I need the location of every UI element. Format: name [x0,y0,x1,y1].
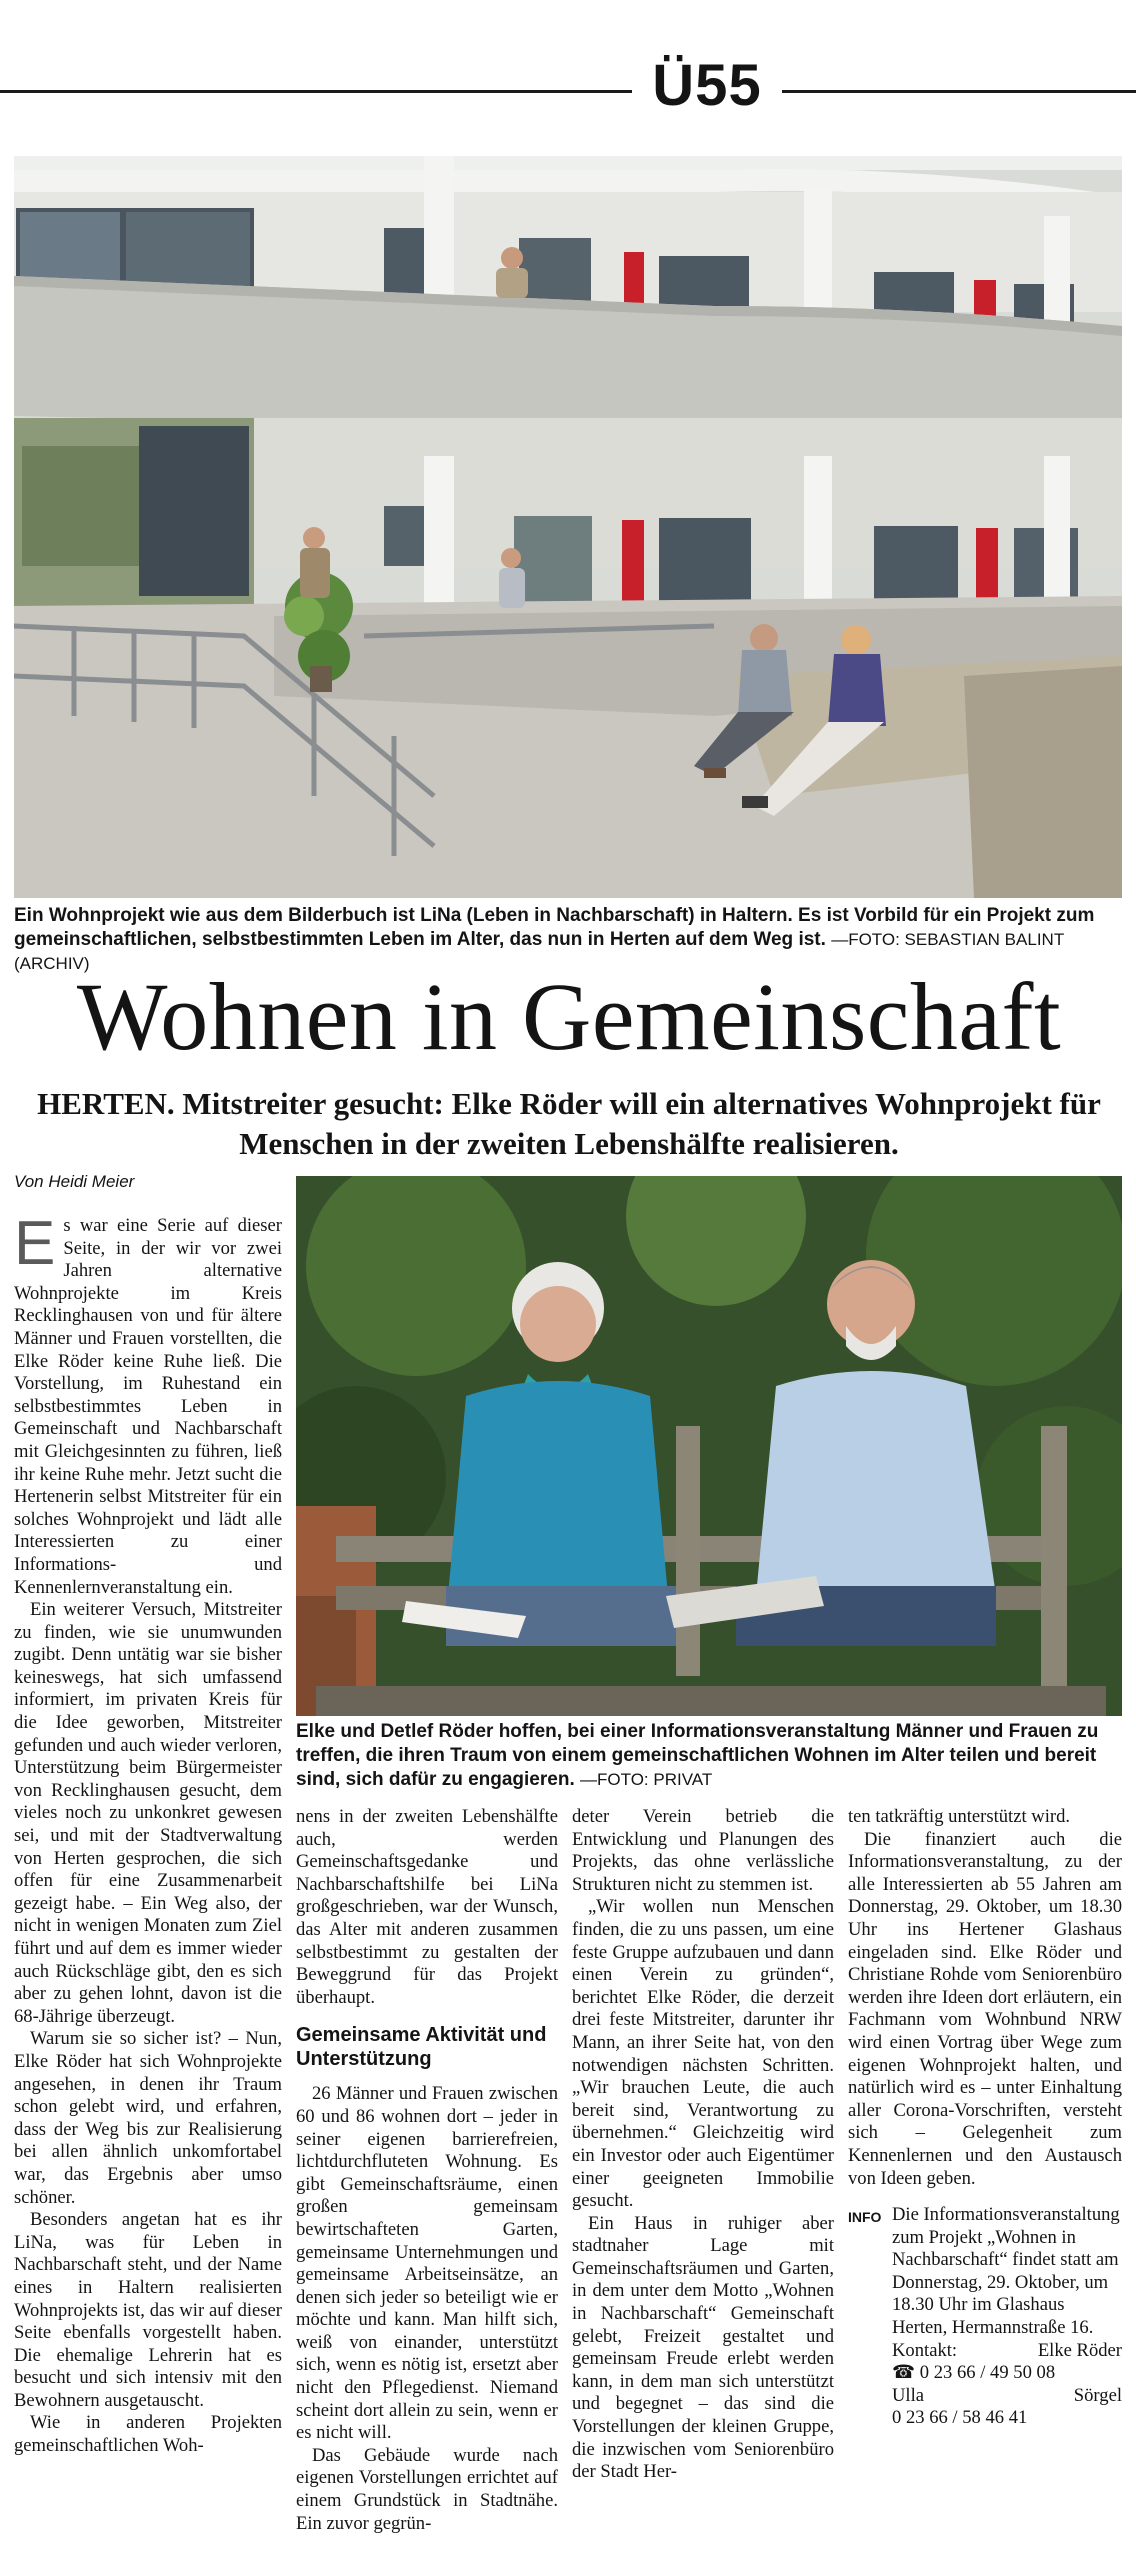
article-paragraph: Ein Haus in ruhiger aber stadtnaher Lage mit Gemeinschaftsräumen und Garten, in dem unter dem Motto „Wohnen in Nachbarschaft“ Gemeinschaft gelebt, Freizeit gestaltet und gemeinsam Freude erlebt werden kann, in dem man sich unterstützt und begegnet – das sind die Vorstellungen der kleinen Gruppe, die inzwischen vom Seniorenbüro der Stadt Her- [572,2212,834,2483]
photo-couple-on-bench [296,1176,1122,1716]
paragraph-text: s war eine Serie auf dieser Seite, in der wir vor zwei Jahren alternative Wohnprojekte im Kreis Recklinghausen von und für ältere Männer und Frauen vorstellten, die Elke Röder keine Ruhe ließ. Die Vorstellung, im Ruhestand ein selbstbestimmtes Leben in Gemeinschaft und Nachbarschaft mit Gleichgesinnten zu führen, ließ ihr keine Ruhe mehr. Jetzt sucht die Hertenerin selbst Mitstreiter für ein solches Wohnprojekt und lädt alle Interessierten zu einer Informations- und Kennenlernveranstaltung ein. [14,1215,282,1598]
photo-top-credit: —FOTO: SEBASTIAN BALINT (ARCHIV) [14,930,1064,973]
article-paragraph: Ein weiterer Versuch, Mitstreiter zu finden, wie sie unumwunden zugibt. Denn untätig war sie bisher keineswegs, hat sich umfassend informiert, im privaten Kreis für die Idee geworben, Mitstreiter gefunden und auch wieder verloren, Unterstützung beim Bürgermeister von Recklinghausen gesucht, dem vieles noch zu unkonkret gewesen sei, und mit der Stadtverwaltung von Herten gesprochen, die sich offen für eine Zusammenarbeit gezeigt habe. – Ein Weg also, der nicht in wenigen Monaten zum Ziel führt und auf dem es immer wieder auch Rückschläge gibt, den es sich aber zu gehen lohnt, davon ist die 68-Jährige überzeugt. [14,1599,282,2027]
article-paragraph: ten tatkräftig unterstützt wird. [848,1806,1071,1827]
contact-2-phone: 0 23 66 / 58 46 41 [892,2407,1028,2429]
article-paragraph: deter Verein betrieb die Entwicklung und Planungen des Projekts, das ohne verlässliche Strukturen nicht zu stemmen ist. [572,1806,834,1895]
article-headline: Wohnen in Gemeinschaft [76,963,1062,1070]
article-paragraph: Das Gebäude wurde nach eigenen Vorstellungen errichtet auf einem Grundstück in Stadtnähe. Ein zuvor gegrün- [296,2444,558,2534]
photo-mid-caption [296,1720,1122,1792]
article-subhead: HERTEN. Mitstreiter gesucht: Elke Röder will ein alternatives Wohnprojekt für Menschen in der zweiten Lebenshälfte realisieren. [37,1086,1101,1161]
couple-on-bench-illustration [296,1176,1122,1716]
article-column-1 [14,1209,282,2458]
contact-line-1 [892,2340,1122,2363]
article-paragraph [14,1209,282,1599]
article-paragraph: „Wir wollen nun Menschen finden, die zu uns passen, um eine feste Gruppe aufzubauen und dann einen Verein zu gründen“, berichtet Elke Röder, die derzeit drei feste Mitstreiter, darunter ihr Mann, an ihrer Seite hat, von den notwendigen nächsten Schritten. „Wir brauchen Leute, die auch bereit sind, Verantwortung zu übernehmen.“ Gleichzeitig wird ein Investor oder auch Eigentümer einer geeigneten Immobilie gesucht. [572,1896,834,2212]
contact-label: Kontakt: [892,2339,958,2361]
section-rule-left [0,90,632,93]
article-column-2 [296,1806,558,2535]
contact-1-name: Elke Röder [1037,2339,1122,2361]
article-column-3 [572,1806,834,2484]
housing-project-illustration [14,156,1122,898]
article-paragraph: Besonders angetan hat es ihr LiNa, was für Leben in Nachbarschaft steht, und der Name eines in Haltern realisierten Wohnprojekts ist, das wir auf dieser Seite ebenfalls vorgestellt haben. Die ehemalige Lehrerin hat es besucht und sich intensiv mit den Bewohnern ausgetauscht. [14,2209,282,2411]
article-column-4 [848,1806,1122,2430]
article-paragraph: Die finanziert auch die Informationsveranstaltung, zu der alle Interessierten ab 55 Jahren am Donnerstag, 29. Oktober, um 18.30 Uhr ins Hertener Glashaus eingeladen sind. Elke Röder und Christiane Rohde vom Seniorenbüro werden ihre Ideen dort erläutern, ein Fachmann vom Wohnbund NRW wird einen Vortrag über Wege zum eigenen Wohnprojekt halten, und natürlich wird es – unter Einhaltung aller Corona-Vorschriften, versteht sich – Gelegenheit zum Kennenlernen und den Austausch von Ideen geben. [848,1828,1122,2189]
article-paragraph: Wie in anderen Projekten gemeinschaftlichen Woh- [14,2412,282,2457]
photo-mid-caption-text: Elke und Detlef Röder hoffen, bei einer Informationsveranstaltung Männer und Frauen zu treffen, die ihren Traum von einem gemeinschaftlichen Wohnen im Alter teilen und bereit sind, sich dafür zu engagieren. [296,1721,1099,1790]
contact-1-phone: ☎ 0 23 66 / 49 50 08 [892,2362,1056,2384]
photo-top-caption-text: Ein Wohnprojekt wie aus dem Bilderbuch ist LiNa (Leben in Nachbarschaft) in Haltern. Es ist Vorbild für ein Projekt zum gemeinschaftlichen, selbstbestimmten Leben im Alter, das nun in Herten auf dem Weg ist. [14,905,1095,950]
info-box [848,2204,1122,2430]
section-title: Ü55 [652,53,762,118]
photo-mid-credit: —FOTO: PRIVAT [580,1770,713,1789]
article-author: Von Heidi Meier [14,1172,135,1191]
dropcap: E [14,1209,56,1278]
info-text: Die Informationsveranstaltung zum Projekt „Wohnen in Nachbarschaft“ findet statt am Donnerstag, 29. Oktober, um 18.30 Uhr im Glashaus Herten, Hermannstraße 16. [892,2204,1120,2339]
article-subheading: Gemeinsame Aktivität und Unterstützung [296,2024,547,2071]
contact-line-2 [892,2385,1122,2408]
section-rule-right [782,90,1136,93]
article-paragraph: Warum sie so sicher ist? – Nun, Elke Röder hat sich Wohnprojekte angesehen, in denen ihr Traum schon gelebt wird, und erfahren, dass der Weg bis zur Realisierung bei allen ähnlich unkomfortabel war, das Ergebnis aber umso schöner. [14,2028,282,2208]
article-paragraph: 26 Männer und Frauen zwischen 60 und 86 wohnen dort – jeder in seiner eigenen barrierefreien, lichtdurchfluteten Wohnung. Es gibt Gemeinschaftsräume, einen großen gemeinsam bewirtschafteten Garten, gemeinsame Unternehmungen und gemeinsame Arbeitseinsätze, an denen sich jeder so beteiligt wie er möchte und kann. Man hilft sich, weiß von einander, unterstützt sich, wenn es nötig ist, ersetzt aber nicht den Pflegedienst. Niemand scheint dort allein zu sein, wenn er es nicht will. [296,2083,558,2444]
photo-housing-project [14,156,1122,898]
contact-2-first-name: Ulla [892,2384,925,2406]
info-tag: INFO [848,2209,882,2226]
contact-2-last-name: Sörgel [1073,2384,1122,2406]
article-paragraph: nens in der zweiten Lebenshälfte auch, werden Gemeinschaftsgedanke und Nachbarschaftshilfe bei LiNa großgeschrieben, war der Wunsch, das Alter mit anderen zusammen selbstbestimmt zu gestalten der Beweggrund für das Projekt überhaupt. [296,1806,558,2008]
